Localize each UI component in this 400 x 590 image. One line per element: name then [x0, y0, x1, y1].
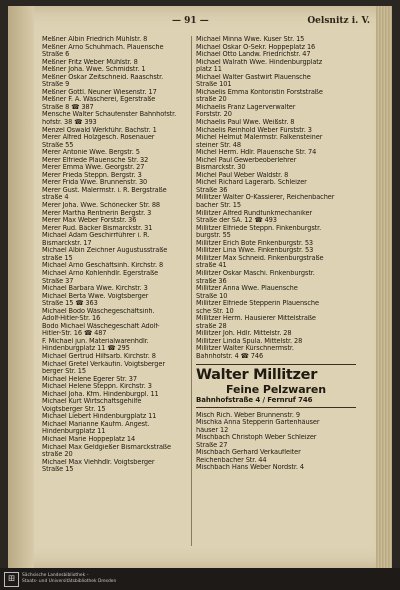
directory-entry: Michael Albin Zeichner Augustusstraße	[42, 247, 168, 255]
directory-entry: Michael Berta Wwe. Voigtsberger	[42, 292, 149, 300]
directory-entry: Voigtsberger Str. 15	[42, 405, 106, 413]
directory-entry: Millitzer Elfriede Steppn. Finkenburgstr.	[196, 224, 322, 232]
directory-entry: Straße 37	[42, 277, 74, 285]
directory-entry: F. Michael jun. Materialwarenhdlr.	[42, 337, 149, 345]
directory-entry: Michael Marianne Kaufm. Angest.	[42, 420, 150, 428]
directory-entry: Michael Gertrud Hilfsarb. Kirchstr. 8	[42, 352, 156, 360]
ad-tagline: Feine Pelzwaren	[226, 382, 326, 396]
directory-entry: Michel Richard Lagerarb. Schleizer	[196, 179, 307, 187]
directory-entry: steiner Str. 48	[196, 141, 241, 149]
directory-entry: Michel Paul Weber Waldstr. 8	[196, 171, 289, 179]
directory-entry: Bismarckstr. 17	[42, 239, 92, 247]
directory-entry: Straße 10	[196, 292, 228, 300]
directory-entry: burgstr. 55	[196, 232, 231, 240]
directory-entry: Michael Kurt Wirtschaftsgehilfe	[42, 398, 142, 406]
directory-entry: Michael Liebert Hindenburgplatz 11	[42, 413, 157, 421]
directory-entry: straße 15	[42, 254, 73, 262]
library-logo-icon: ⊞	[4, 572, 19, 587]
directory-entry: Merer Max Weber Forststr. 36	[42, 217, 137, 225]
directory-entry: Michael Minna Wwe. Kuser Str. 15	[196, 36, 305, 43]
right-column-bottom	[196, 412, 356, 472]
directory-entry: Menzel Oswald Werkführ. Bachstr. 1	[42, 126, 157, 134]
directory-entry: Mischbach Christoph Weber Schleizer	[196, 434, 317, 442]
directory-entry: straße 28	[196, 322, 227, 330]
directory-entry: Michel Paul Gewerbeoberlehrer	[196, 156, 297, 164]
directory-entry: Merer Antonie Wwe. Bergstr. 5	[42, 149, 140, 157]
directory-entry: straße 20	[42, 451, 73, 459]
directory-entry: Merer Elfriede Plauensche Str. 32	[42, 156, 149, 164]
directory-entry: Meßner Oskar Zeitschneid. Raaschstr.	[42, 73, 164, 81]
directory-entry: Merer Alfred Holzgesch. Rosenauer	[42, 134, 155, 142]
directory-entry: platz 11	[196, 66, 222, 74]
directory-entry: Merer Gust. Malermstr. i. R. Bergstraße	[42, 186, 167, 194]
footer-line-1: Sächsische Landesbibliothek –	[22, 573, 89, 578]
directory-entry: Michel Helmut Malermstr. Falkensteiner	[196, 134, 323, 142]
left-column	[42, 36, 192, 474]
directory-entry: Millitzer Walter Kürschnermstr.	[196, 345, 294, 353]
directory-entry: Meßner Albin Friedrich Mühlstr. 8	[42, 36, 148, 43]
directory-entry: Mensche Walter Schaufenster Bahnhofstr.	[42, 111, 177, 119]
directory-entry: Michael Arno Geschäftsinh. Kirchstr. 8	[42, 262, 164, 270]
directory-entry: Millitzer Alfred Rundfunkmechaniker	[196, 209, 313, 217]
directory-entry: häuser 12	[196, 426, 229, 434]
directory-entry: Millitzer Erich Bote Finkenburgstr. 53	[196, 239, 314, 247]
directory-entry: Michael Adam Geschirrführer i. R.	[42, 232, 150, 240]
directory-entry: berger Str. 15	[42, 368, 86, 376]
directory-entry: Hitler-Str. 16 ☎ 487	[42, 330, 107, 338]
directory-entry: straße 36	[196, 277, 227, 285]
directory-entry: Michaelis Reinhold Weber Fürststr. 3	[196, 126, 312, 134]
library-footer	[0, 568, 400, 590]
directory-entry: hofstr. 38 ☎ 393	[42, 119, 97, 127]
directory-entry: Michael Walrath Wwe. Hindenburgplatz	[196, 58, 323, 66]
directory-entry: Bismarckstr. 30	[196, 164, 246, 172]
directory-entry: Michael Otto Landw. Friedrichstr. 47	[196, 51, 311, 59]
directory-entry: Michaelis Paul Wwe. Weißstr. 8	[196, 119, 295, 127]
directory-entry: Mischbach Hans Weber Nordstr. 4	[196, 464, 304, 472]
directory-entry: Merer Frida Wwe. Brunnenstr. 30	[42, 179, 148, 187]
ad-name: Walter Millitzer	[196, 366, 318, 383]
directory-entry: Michael Helene Egerer Str. 37	[42, 375, 137, 383]
directory-entry: Reichenbacher Str. 44	[196, 456, 267, 464]
page-binding-edge	[8, 6, 34, 568]
directory-entry: Michael Helene Steppn. Kirchstr. 3	[42, 383, 152, 391]
directory-entry: straße 41	[196, 262, 227, 270]
directory-entry: Michael Joha. Kfm. Hindenburgpl. 11	[42, 390, 159, 398]
directory-entry: Hindenburgplatz 11	[42, 428, 106, 436]
directory-entry: Straße 101	[196, 81, 232, 89]
directory-entry: Straße der SA. 12 ☎ 493	[196, 217, 277, 225]
directory-entry: Mischbach Gerhard Verkaufleiter	[196, 449, 301, 457]
directory-entry: Straße 8 ☎ 387	[42, 103, 94, 111]
directory-entry: straße 4	[42, 194, 69, 202]
directory-entry: Michael Max Geldgießer Bismarckstraße	[42, 443, 171, 451]
directory-entry: Straße 27	[196, 441, 228, 449]
directory-entry: Michaelis Franz Lagerverwalter	[196, 103, 296, 111]
page-number: — 91 —	[172, 16, 209, 26]
directory-entry: bacher Str. 15	[196, 202, 241, 210]
directory-entry: Merer Joha. Wwe. Schönecker Str. 88	[42, 202, 161, 210]
directory-entry: Straße 15 ☎ 363	[42, 300, 98, 308]
directory-entry: Millitzer Oskar Maschi. Finkenburgstr.	[196, 269, 315, 277]
directory-entry: Michael Arno Kohlenhdlr. Egerstraße	[42, 269, 159, 277]
directory-entry: Meßner Fritz Weber Mühlstr. 8	[42, 58, 138, 66]
directory-entry: sche Str. 10	[196, 307, 234, 315]
directory-entry: Michael Oskar O-Sekr. Hoppeplatz 16	[196, 43, 316, 51]
directory-entry: Bahnhofstr. 4 ☎ 746	[196, 352, 264, 360]
directory-entry: Merer Emma Wwe. Georgstr. 27	[42, 164, 145, 172]
directory-entry: Merer Rud. Bäcker Bismarckstr. 31	[42, 224, 153, 232]
directory-entry: Straße 55	[42, 141, 74, 149]
directory-entry: Hindenburgplatz 11 ☎ 295	[42, 345, 130, 353]
directory-entry: Bodo Michael Wäschegeschäft Adolf-	[42, 322, 160, 330]
directory-entry: Millitzer Max Schneid. Finkenburgstraße	[196, 254, 324, 262]
directory-entry: Adolf-Hitler-Str. 16	[42, 315, 101, 323]
directory-entry: Meßner Joha. Wwe. Schmidstr. 1	[42, 66, 146, 74]
directory-entry: Meßner F. A. Wäscherei, Egerstraße	[42, 96, 156, 104]
directory-entry: Millitzer Walter O-Kassierer, Reichenbacher	[196, 194, 335, 202]
directory-entry: Straße 9	[42, 81, 70, 89]
directory-entry: Millitzer Herm. Hausierer Mittelstraße	[196, 315, 316, 323]
column-divider	[191, 36, 192, 546]
directory-entry: Millitzer Joh. Hdlr. Mittelstr. 28	[196, 330, 292, 338]
directory-entry: Merer Martha Rentnerin Bergstr. 3	[42, 209, 152, 217]
directory-entry: Meßner Arno Schuhmach. Plauensche	[42, 43, 164, 51]
directory-entry: Merer Frieda Steppn. Bergstr. 3	[42, 171, 142, 179]
directory-page	[8, 6, 392, 568]
page-fore-edge	[376, 6, 392, 568]
directory-entry: Michel Herm. Hdlr. Plauensche Str. 74	[196, 149, 317, 157]
directory-entry: Millitzer Lina Wwe. Finkenburgstr. 53	[196, 247, 314, 255]
directory-entry: Straße 15	[42, 466, 74, 474]
directory-entry: straße 20	[196, 96, 227, 104]
directory-entry: Michael Max Viehhdlr. Voigtsberger	[42, 458, 155, 466]
directory-entry: Meßner Gottl. Neuner Wiesenstr. 17	[42, 88, 157, 96]
directory-entry: Millitzer Anna Wwe. Plauensche	[196, 285, 298, 293]
directory-entry: Forststr. 20	[196, 111, 232, 119]
directory-entry: Misch Rich. Weber Brunnenstr. 9	[196, 411, 300, 419]
directory-entry: Michael Marie Hoppeplatz 14	[42, 435, 136, 443]
right-column-top	[196, 36, 356, 361]
ad-address: Bahnhofstraße 4 / Fernruf 746	[196, 395, 313, 404]
directory-entry: Michael Bodo Wäschegeschäftsinh.	[42, 307, 155, 315]
directory-entry: Straße 36	[196, 186, 228, 194]
directory-entry: Michael Barbara Wwe. Kirchstr. 3	[42, 285, 148, 293]
directory-entry: Millitzer Linda Spula. Mittelstr. 28	[196, 337, 303, 345]
running-head: Oelsnitz i. V.	[307, 16, 370, 26]
directory-entry: Straße 6	[42, 51, 70, 59]
directory-entry: Michael Walter Gastwirt Plauensche	[196, 73, 311, 81]
directory-entry: Mischka Anna Stepperin Gartenhäuser	[196, 419, 320, 427]
advertisement	[196, 364, 356, 408]
right-column	[196, 36, 356, 472]
page-header	[42, 16, 370, 30]
directory-entry: Millitzer Elfriede Stepperin Plauensche	[196, 300, 319, 308]
directory-entry: Michaelis Emma Kontoristin Forststraße	[196, 88, 323, 96]
footer-line-2: Staats- und Universitätsbibliothek Dresden	[22, 579, 117, 584]
directory-entry: Michael Gretel Verkäufin. Voigtsberger	[42, 360, 165, 368]
